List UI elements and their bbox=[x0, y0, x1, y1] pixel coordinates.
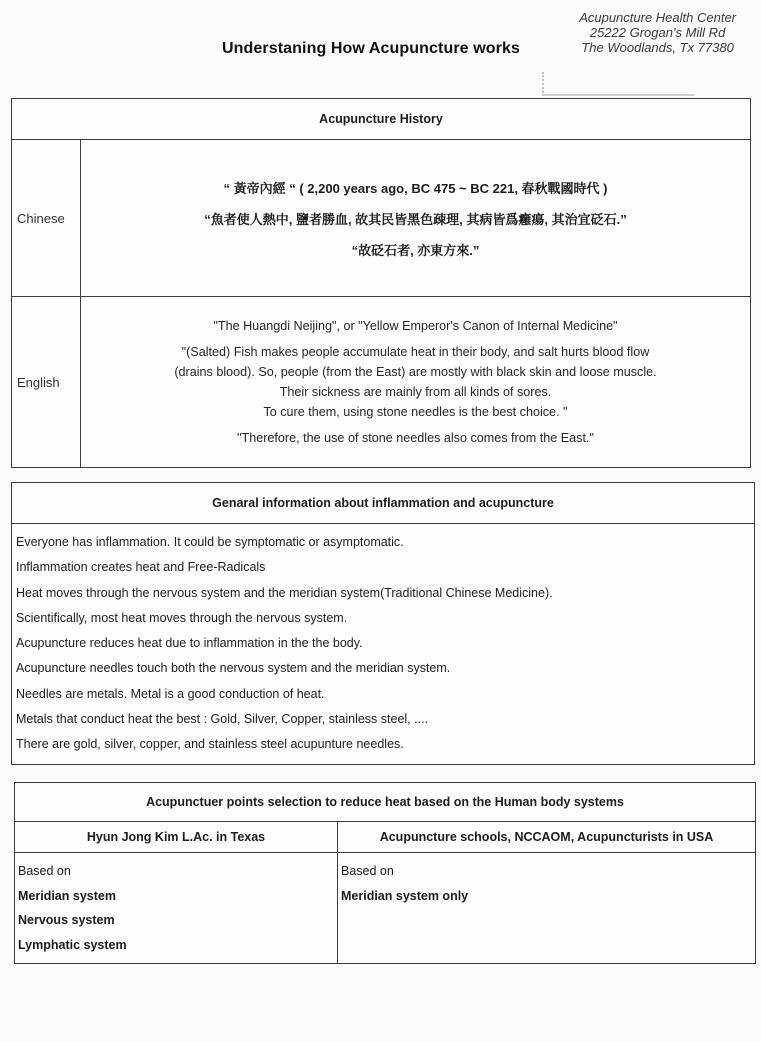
left-item: Meridian system bbox=[18, 888, 116, 903]
chinese-line: “魚者使人熱中, 鹽者勝血, 故其民皆黑色疎理, 其病皆爲癰瘍, 其治宜砭石.” bbox=[204, 211, 627, 227]
info-line: There are gold, silver, copper, and stainless steel acupunture needles. bbox=[16, 737, 404, 752]
info-line: Heat moves through the nervous system and the meridian system(Traditional Chinese Medicine). bbox=[16, 585, 553, 600]
chinese-line: “ 黃帝內經 “ ( 2,200 years ago, BC 475 ~ BC 221, 春秋戰國時代 ) bbox=[223, 180, 608, 196]
points-heading: Acupunctuer points selection to reduce heat based on the Human body systems bbox=[15, 783, 756, 822]
english-last-line: "Therefore, the use of stone needles also comes from the East." bbox=[237, 431, 594, 445]
right-based-on: Based on bbox=[341, 864, 394, 878]
info-line: Everyone has inflammation. It could be symptomatic or asymptomatic. bbox=[16, 535, 404, 549]
stamp-line-2: 25222 Grogan's Mill Rd bbox=[589, 25, 726, 40]
document-title: Understaning How Acupuncture works bbox=[222, 40, 520, 57]
info-body bbox=[12, 524, 755, 765]
left-based-on: Based on bbox=[18, 864, 71, 878]
info-line: Acupuncture needles touch both the nervous system and the meridian system. bbox=[16, 661, 451, 676]
info-line: Acupuncture reduces heat due to inflammation in the the body. bbox=[16, 636, 363, 651]
stamp-line-1: Acupuncture Health Center bbox=[579, 10, 736, 25]
stamp-line-3: The Woodlands, Tx 77380 bbox=[581, 40, 734, 55]
right-item: Meridian system only bbox=[341, 888, 469, 903]
history-table bbox=[11, 98, 751, 468]
stamp-smudge bbox=[542, 72, 694, 96]
english-title: "The Huangdi Neijing", or "Yellow Emperor's Canon of Internal Medicine" bbox=[213, 319, 618, 333]
english-line: "(Salted) Fish makes people accumulate heat in their body, and salt hurts blood flow bbox=[181, 345, 650, 359]
english-text bbox=[81, 297, 751, 468]
english-label: English bbox=[12, 297, 81, 468]
info-heading: Genaral information about inflammation and acupuncture bbox=[12, 483, 755, 524]
info-table bbox=[11, 482, 755, 765]
points-table bbox=[14, 782, 756, 964]
left-item: Lymphatic system bbox=[18, 937, 127, 952]
left-column-body bbox=[15, 853, 338, 964]
right-column-body bbox=[338, 853, 756, 964]
info-line: Inflammation creates heat and Free-Radicals bbox=[16, 560, 266, 575]
chinese-text bbox=[81, 140, 751, 297]
info-line: Metals that conduct heat the best : Gold, Silver, Copper, stainless steel, .... bbox=[16, 712, 429, 727]
english-line: To cure them, using stone needles is the best choice. " bbox=[263, 405, 568, 419]
left-item: Nervous system bbox=[18, 913, 115, 927]
address-stamp bbox=[540, 8, 750, 98]
chinese-label: Chinese bbox=[12, 140, 81, 297]
chinese-line: “故砭石者, 亦東方來.” bbox=[351, 242, 480, 258]
right-column-header: Acupuncture schools, NCCAOM, Acupuncturists in USA bbox=[338, 822, 756, 853]
left-column-header: Hyun Jong Kim L.Ac. in Texas bbox=[15, 822, 338, 853]
info-line: Scientifically, most heat moves through the nervous system. bbox=[16, 610, 348, 625]
english-line: Their sickness are mainly from all kinds of sores. bbox=[279, 385, 552, 399]
english-line: (drains blood). So, people (from the East) are mostly with black skin and loose muscle. bbox=[174, 365, 657, 379]
history-heading: Acupuncture History bbox=[12, 99, 751, 140]
info-line: Needles are metals. Metal is a good conduction of heat. bbox=[16, 686, 325, 701]
